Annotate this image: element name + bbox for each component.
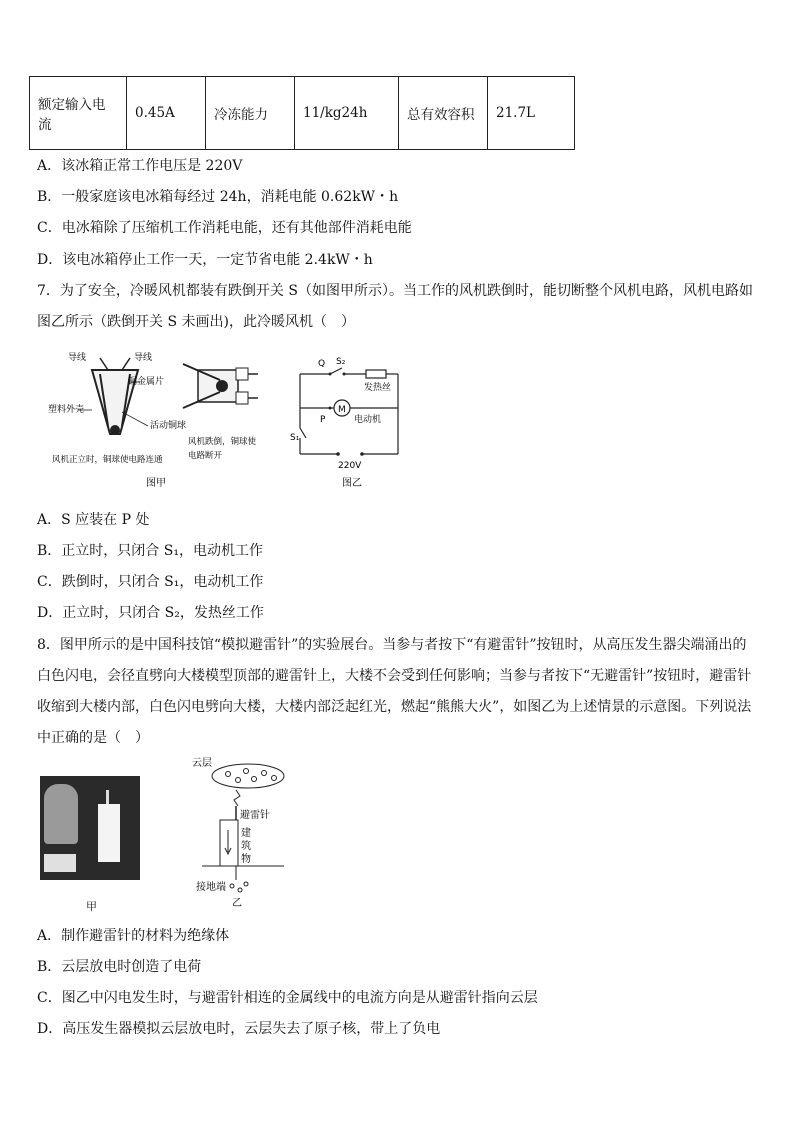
q6-option-a: A．该冰箱正常工作电压是 220V xyxy=(37,158,243,174)
label-fall-2: 电路断开 xyxy=(188,451,223,461)
spec-cell-volume-value: 21.7L xyxy=(488,77,575,150)
caption-jia: 图甲 xyxy=(146,478,166,489)
label-motor: 电动机 xyxy=(354,415,382,425)
q7-stem-line1: 7．为了安全，冷暖风机都装有跌倒开关 S（如图甲所示）。当工作的风机跌倒时，能切断整个风机电路，风机电路如 xyxy=(37,283,753,299)
caption-q8-yi: 乙 xyxy=(232,898,242,909)
label-cloud: 云层 xyxy=(192,758,212,769)
q7-option-c: C．跌倒时，只闭合 S₁，电动机工作 xyxy=(37,574,264,590)
q7-option-d: D．正立时，只闭合 S₂，发热丝工作 xyxy=(37,605,264,621)
label-building-1: 建 xyxy=(241,828,251,839)
q7-figure-yi xyxy=(290,350,410,492)
spec-cell-freezing-label: 冷冻能力 xyxy=(206,77,295,150)
label-ground: 接地端 xyxy=(196,882,226,893)
label-fall-1: 风机跌倒，铜球使 xyxy=(188,437,257,447)
label-tongjin: 铜金属片 xyxy=(128,377,165,387)
spec-cell-volume-label: 总有效容积 xyxy=(399,77,488,150)
label-building-2: 筑 xyxy=(241,841,251,852)
building-model xyxy=(98,804,120,862)
q8-photo-jia xyxy=(40,776,140,880)
rod-model xyxy=(106,790,109,804)
q8-stem: 8．图甲所示的是中国科技馆“模拟避雷针”的实验展台。当参与者按下“有避雷针”按钮时，从高压发生器尖端涌出的白色闪电，会径直劈向大楼模型顶部的避雷针上，大楼不会受到任何影响；当参与者按下“无避雷针”按钮时，避雷针收缩到大楼内部，白色闪电劈向大楼，大楼内部泛起红光，燃起“熊熊大火”，如图乙为上述情景的示意图。下列说法中正确的是（ ） xyxy=(37,637,752,746)
q6-option-b: B．一般家庭该电冰箱每经过 24h，消耗电能 0.62kW・h xyxy=(37,189,399,205)
caption-q8-jia: 甲 xyxy=(86,900,97,913)
q6-option-d: D．该电冰箱停止工作一天，一定节省电能 2.4kW・h xyxy=(37,252,373,268)
label-upright: 风机正立时，铜球使电路连通 xyxy=(52,455,163,465)
q7-option-b: B．正立时，只闭合 S₁，电动机工作 xyxy=(37,543,263,559)
label-s1: S₁ xyxy=(290,433,300,443)
label-suliao: 塑料外壳 xyxy=(48,405,85,415)
label-p: P xyxy=(320,415,326,425)
spec-cell-freezing-value: 11/kg24h xyxy=(295,77,399,150)
q7-figure-jia xyxy=(48,346,274,496)
label-building-3: 物 xyxy=(241,854,251,865)
label-daoxian-left: 导线 xyxy=(68,353,87,363)
q8-option-a: A．制作避雷针的材料为绝缘体 xyxy=(37,928,230,944)
q7-stem-line2: 图乙所示（跌倒开关 S 未画出)，此冷暖风机（ ） xyxy=(37,314,355,330)
label-q: Q xyxy=(318,359,326,369)
q8-figure-yi xyxy=(188,756,298,916)
q8-option-b: B．云层放电时创造了电荷 xyxy=(37,959,202,975)
q8-option-d: D．高压发生器模拟云层放电时，云层失去了原子核，带上了负电 xyxy=(37,1021,441,1037)
generator-model xyxy=(44,854,76,872)
q8-option-c: C．图乙中闪电发生时，与避雷针相连的金属线中的电流方向是从避雷针指向云层 xyxy=(37,990,538,1006)
label-daoxian-right: 导线 xyxy=(134,353,153,363)
spec-cell-rated-current-label: 额定输入电流 xyxy=(30,77,127,150)
spec-table xyxy=(29,76,575,150)
caption-yi: 图乙 xyxy=(342,478,362,489)
label-s2: S₂ xyxy=(336,357,346,367)
person-silhouette xyxy=(44,784,78,844)
label-fares: 发热丝 xyxy=(364,383,392,393)
spec-cell-rated-current-value: 0.45A xyxy=(127,77,206,150)
label-rod: 避雷针 xyxy=(240,810,270,821)
q7-option-a: A．S 应装在 P 处 xyxy=(37,512,150,528)
label-220v: 220V xyxy=(338,461,362,471)
label-huodong: 活动铜球 xyxy=(150,421,187,431)
label-motor-m: M xyxy=(338,405,346,415)
q6-option-c: C．电冰箱除了压缩机工作消耗电能，还有其他部件消耗电能 xyxy=(37,220,412,236)
